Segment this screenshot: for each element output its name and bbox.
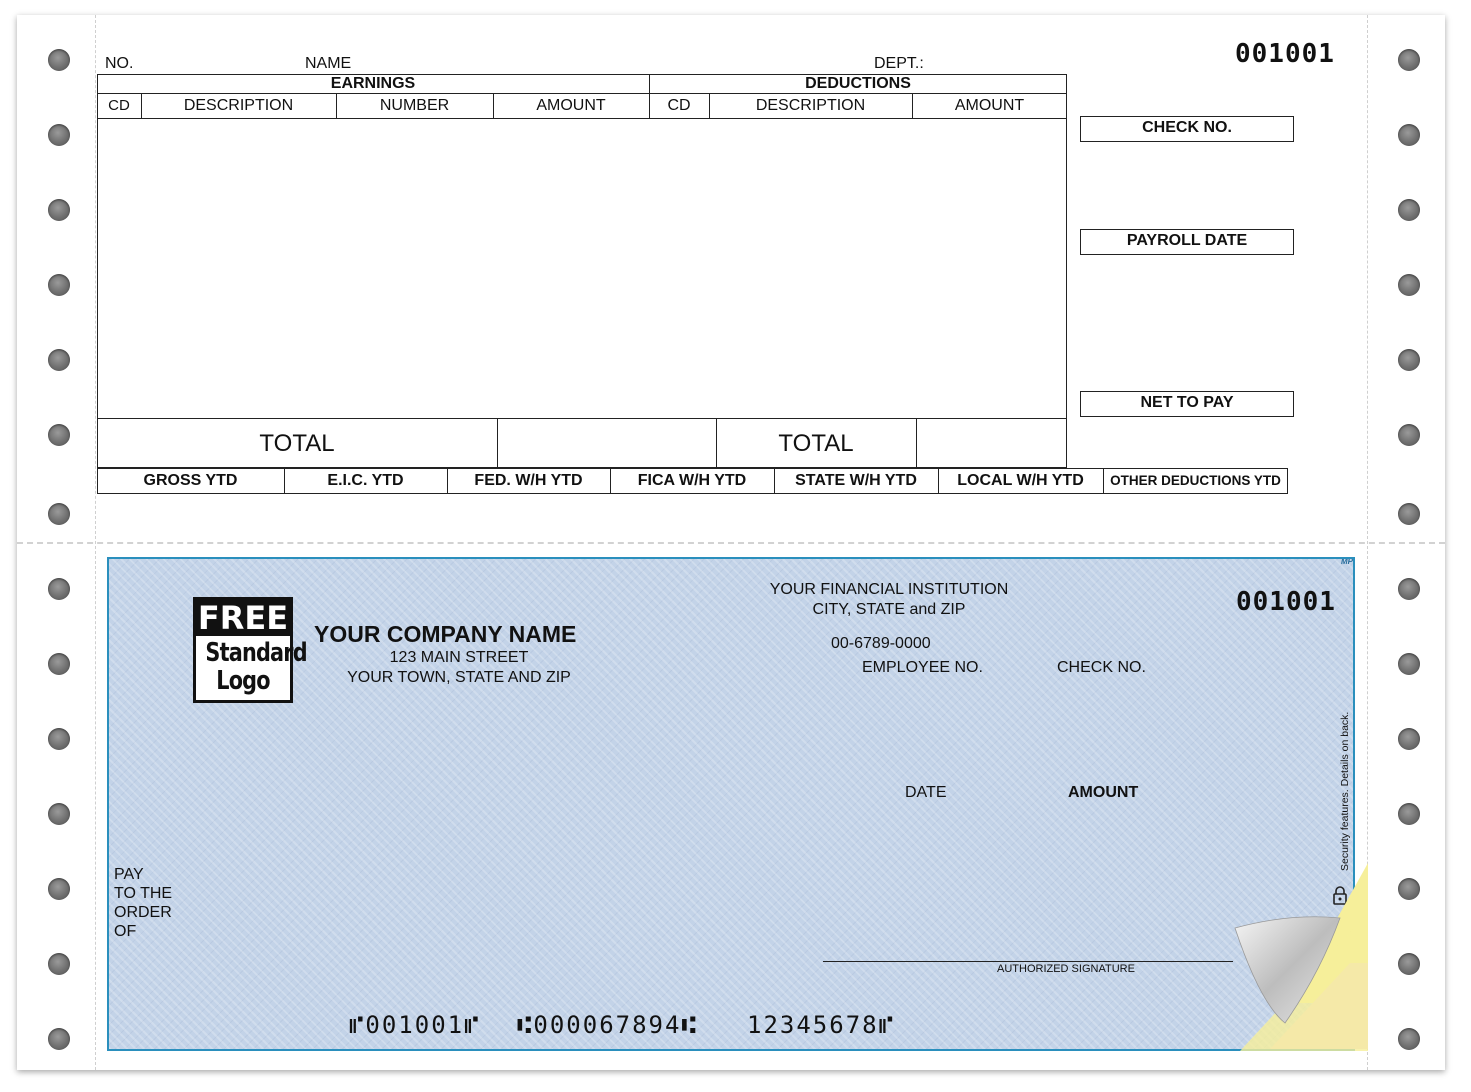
- tractor-hole: [1398, 728, 1420, 750]
- tractor-hole: [48, 503, 70, 525]
- ytd-gross: GROSS YTD: [143, 472, 238, 489]
- pay-to-label-line3: ORDER: [114, 904, 172, 921]
- bank-city: CITY, STATE and ZIP: [812, 601, 966, 618]
- ytd-fed-wh: FED. W/H YTD: [474, 472, 583, 489]
- stub-no-label: NO.: [105, 55, 134, 72]
- tractor-hole: [1398, 349, 1420, 371]
- micr-account-number: 12345678⑈: [747, 1011, 895, 1039]
- tractor-hole: [48, 803, 70, 825]
- tractor-hole: [48, 653, 70, 675]
- tractor-hole: [48, 578, 70, 600]
- earnings-total-label: TOTAL: [259, 430, 335, 457]
- pay-to-label-line4: OF: [114, 923, 137, 940]
- tractor-hole: [48, 728, 70, 750]
- tractor-hole: [48, 199, 70, 221]
- signature-label: AUTHORIZED SIGNATURE: [997, 963, 1135, 975]
- payroll-date-box: PAYROLL DATE: [1080, 229, 1294, 255]
- tractor-hole: [1398, 49, 1420, 71]
- logo-free-text: FREE: [197, 599, 289, 637]
- micr-check-number: ⑈001001⑈: [349, 1011, 481, 1039]
- tractor-hole: [1398, 953, 1420, 975]
- tractor-hole: [48, 878, 70, 900]
- earnings-title: EARNINGS: [330, 75, 416, 92]
- tractor-hole: [1398, 653, 1420, 675]
- micr-routing-number: ⑆000067894⑆: [517, 1011, 698, 1039]
- tractor-hole: [48, 953, 70, 975]
- deductions-title: DEDUCTIONS: [805, 75, 911, 92]
- tractor-hole: [48, 124, 70, 146]
- ytd-state-wh: STATE W/H YTD: [795, 472, 917, 489]
- company-street: 123 MAIN STREET: [389, 649, 529, 666]
- bank-fraction: 00-6789-0000: [831, 635, 931, 652]
- earnings-col-description: DESCRIPTION: [183, 97, 294, 114]
- tractor-hole: [1398, 1028, 1420, 1050]
- tractor-hole: [1398, 124, 1420, 146]
- tractor-hole: [1398, 578, 1420, 600]
- horizontal-perforation: [17, 542, 1445, 544]
- logo-standard-text: Standard: [205, 638, 307, 668]
- ytd-local-wh: LOCAL W/H YTD: [957, 472, 1084, 489]
- bank-name: YOUR FINANCIAL INSTITUTION: [769, 581, 1009, 598]
- check-no-label: CHECK NO.: [1057, 659, 1146, 676]
- ytd-fica-wh: FICA W/H YTD: [637, 472, 747, 489]
- deductions-col-description: DESCRIPTION: [755, 97, 866, 114]
- company-city: YOUR TOWN, STATE AND ZIP: [347, 669, 571, 686]
- tractor-hole: [48, 274, 70, 296]
- net-to-pay-box: NET TO PAY: [1080, 391, 1294, 417]
- stub-name-label: NAME: [305, 55, 352, 72]
- amount-label: AMOUNT: [1068, 784, 1139, 801]
- tractor-hole: [1398, 803, 1420, 825]
- earnings-col-cd: CD: [108, 97, 130, 114]
- mp-mark: MP: [1341, 557, 1353, 566]
- tractor-hole: [1398, 199, 1420, 221]
- ytd-eic: E.I.C. YTD: [327, 472, 404, 489]
- tractor-hole: [1398, 424, 1420, 446]
- deductions-total-label: TOTAL: [778, 430, 854, 457]
- deductions-col-amount: AMOUNT: [954, 97, 1025, 114]
- employee-no-label: EMPLOYEE NO.: [862, 659, 983, 676]
- check-body: [107, 557, 1355, 1051]
- tractor-hole: [48, 424, 70, 446]
- date-label: DATE: [905, 784, 947, 801]
- tractor-hole: [48, 49, 70, 71]
- security-text: Security features. Details on back.: [1339, 711, 1351, 871]
- tractor-hole: [1398, 274, 1420, 296]
- continuous-form-sheet: [17, 15, 1445, 1070]
- tractor-hole: [48, 1028, 70, 1050]
- earnings-deductions-table: [97, 74, 1067, 468]
- pay-to-label-line2: TO THE: [114, 885, 173, 902]
- logo-logo-text: Logo: [216, 666, 270, 696]
- ytd-other-deductions: OTHER DEDUCTIONS YTD: [1110, 473, 1281, 488]
- stub-check-number: 001001: [1235, 39, 1335, 69]
- check-no-box: CHECK NO.: [1080, 116, 1294, 142]
- company-name: YOUR COMPANY NAME: [314, 621, 577, 647]
- check-number: 001001: [1236, 587, 1336, 617]
- signature-line: [823, 961, 1233, 962]
- tractor-hole: [1398, 503, 1420, 525]
- company-logo: [193, 597, 307, 703]
- page-curl-copies: [1230, 853, 1370, 1053]
- tractor-hole: [1398, 878, 1420, 900]
- pay-to-label-line1: PAY: [114, 866, 144, 883]
- stub-dept-label: DEPT.:: [874, 55, 924, 72]
- deductions-col-cd: CD: [667, 97, 691, 114]
- earnings-col-amount: AMOUNT: [536, 97, 606, 114]
- tractor-hole: [48, 349, 70, 371]
- earnings-col-number: NUMBER: [379, 97, 450, 114]
